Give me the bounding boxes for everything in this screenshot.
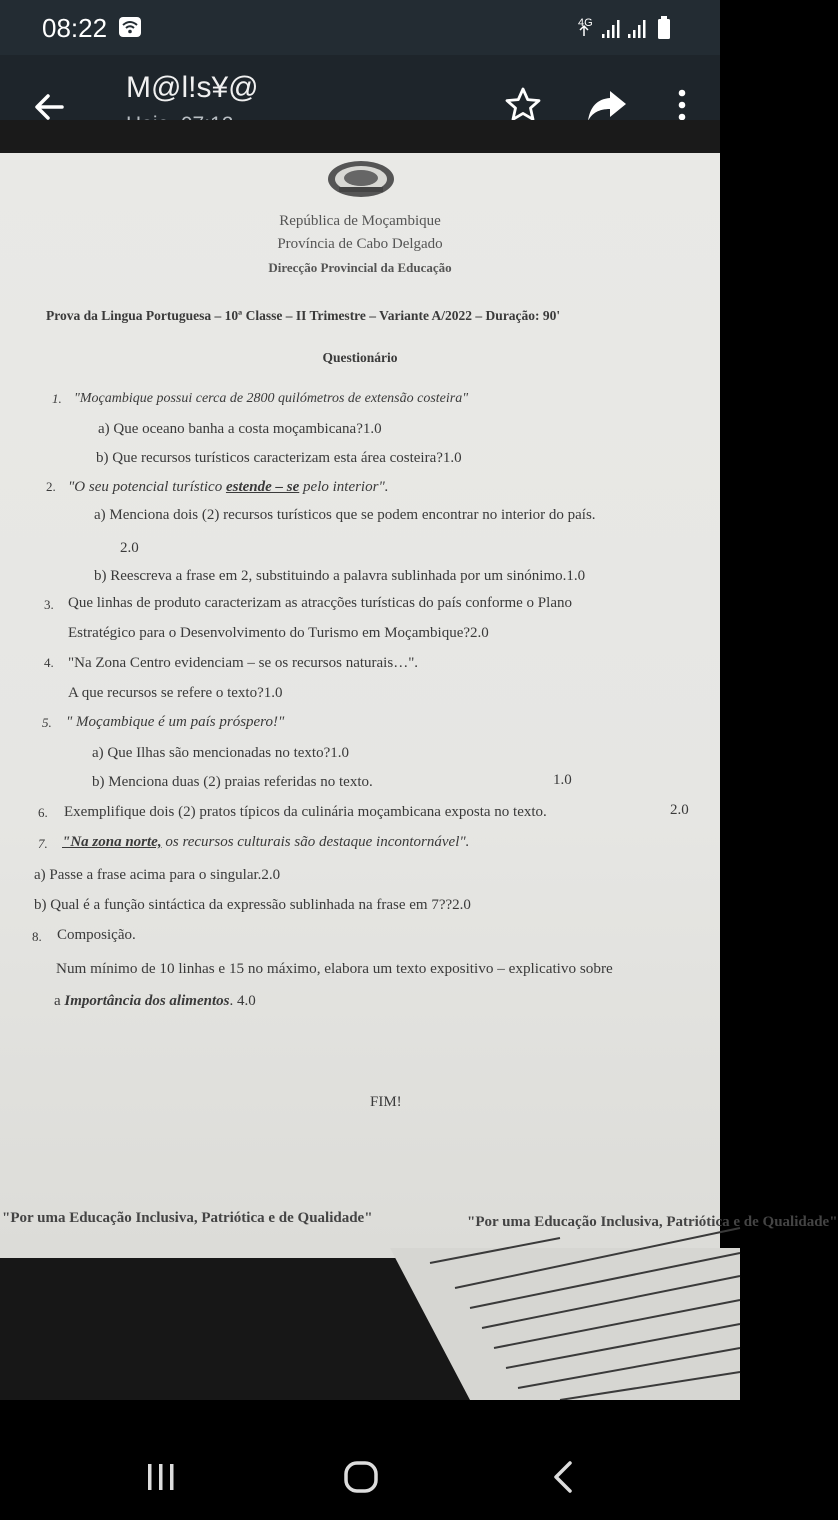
q5-a: a) Que Ilhas são mencionadas no texto?1.0: [92, 745, 349, 761]
footer-motto-right: "Por uma Educação Inclusiva, Patriótica e de Qualidade": [467, 1214, 838, 1230]
q7-quote: [62, 834, 469, 851]
directorate-heading: Direcção Provincial da Educação: [268, 260, 452, 275]
network-type-label: 4G: [578, 17, 593, 29]
q7-b: b) Qual é a função sintáctica da expressão sublinhada na frase em 7??2.0: [34, 897, 471, 913]
q7-quote-underlined: "Na zona norte,: [62, 834, 162, 850]
q2-quote-underlined: estende – se: [225, 479, 300, 495]
q1-number: 1.: [52, 391, 62, 406]
q5-b: b) Menciona duas (2) praias referidas no texto.: [92, 774, 373, 790]
q4-number: 4.: [44, 655, 54, 670]
section-heading: Questionário: [322, 350, 398, 365]
q2-quote: [68, 479, 389, 496]
end-text: FIM!: [370, 1094, 402, 1110]
q2-a: a) Menciona dois (2) recursos turísticos que se podem encontrar no interior do país.: [94, 507, 596, 523]
q3-number: 3.: [44, 597, 54, 612]
q3-line1: Que linhas de produto caracterizam as atracções turísticas do país conforme o Plano: [68, 595, 572, 611]
status-time: 08:22: [42, 13, 108, 43]
chat-title: M@l!s¥@: [126, 71, 259, 104]
status-bar: [0, 0, 720, 55]
q8-line2-start: a: [54, 993, 65, 1009]
signal-battery-area: [578, 14, 680, 47]
q5-quote: " Moçambique é um país próspero!": [66, 714, 285, 730]
q8-line2-bold: Importância dos alimentos: [64, 993, 230, 1009]
q7-number: 7.: [38, 836, 48, 851]
q2-number: 2.: [46, 479, 56, 494]
q2-quote-start: "O seu potencial turístico: [68, 479, 226, 495]
q6-score: 2.0: [670, 802, 689, 818]
q3-line2: Estratégico para o Desenvolvimento do Turismo em Moçambique?2.0: [68, 625, 489, 641]
q8-line2: [54, 993, 256, 1010]
q7-quote-end: os recursos culturais são destaque incontornável".: [161, 834, 470, 850]
q6-text: Exemplifique dois (2) pratos típicos da culinária moçambicana exposta no texto.: [64, 804, 547, 820]
q8-line1: Num mínimo de 10 linhas e 15 no máximo, elabora um texto expositivo – explicativo sobre: [56, 960, 613, 977]
q5-b-score: 1.0: [553, 772, 572, 788]
star-icon[interactable]: [503, 85, 543, 125]
navigation-bar: [0, 1400, 720, 1520]
q1-quote: "Moçambique possui cerca de 2800 quilómetros de extensão costeira": [74, 391, 469, 406]
forward-icon[interactable]: [586, 85, 628, 125]
footer-motto-left: "Por uma Educação Inclusiva, Patriótica e de Qualidade": [2, 1210, 373, 1226]
q8-number: 8.: [32, 929, 42, 944]
signal-icon-2: [628, 20, 646, 38]
striped-fabric-background: [360, 1248, 740, 1400]
exam-title: Prova da Lingua Portuguesa – 10ª Classe – II Trimestre – Variante A/2022 – Duração: 90': [46, 308, 561, 323]
q6-number: 6.: [38, 805, 48, 820]
signal-icon-1: [602, 20, 620, 38]
q4-line2: A que recursos se refere o texto?1.0: [68, 685, 283, 701]
wifi-icon: [118, 16, 142, 38]
image-viewer[interactable]: [0, 120, 838, 1400]
nav-back-icon[interactable]: [550, 1460, 576, 1494]
more-options-icon[interactable]: [672, 85, 692, 125]
q8-line2-end: . 4.0: [229, 993, 256, 1009]
coat-of-arms-emblem: [325, 159, 397, 199]
q2-a-score: 2.0: [120, 540, 139, 556]
q2-quote-end: pelo interior".: [299, 479, 389, 495]
battery-icon: [658, 16, 670, 39]
q5-number: 5.: [42, 715, 52, 730]
q7-a: a) Passe a frase acima para o singular.2.0: [34, 867, 281, 883]
q1-a: a) Que oceano banha a costa moçambicana?1.0: [98, 421, 382, 437]
exam-document: [0, 153, 838, 1258]
q8-title: Composição.: [57, 927, 136, 943]
province-heading: Província de Cabo Delgado: [277, 236, 443, 252]
recent-apps-icon[interactable]: [146, 1462, 176, 1492]
q1-b: b) Que recursos turísticos caracterizam esta área costeira?1.0: [96, 450, 462, 466]
home-icon[interactable]: [343, 1460, 379, 1494]
country-heading: República de Moçambique: [279, 213, 441, 229]
q4-line1: "Na Zona Centro evidenciam – se os recursos naturais…".: [68, 655, 419, 671]
q2-b: b) Reescreva a frase em 2, substituindo a palavra sublinhada por um sinónimo.1.0: [94, 568, 586, 584]
